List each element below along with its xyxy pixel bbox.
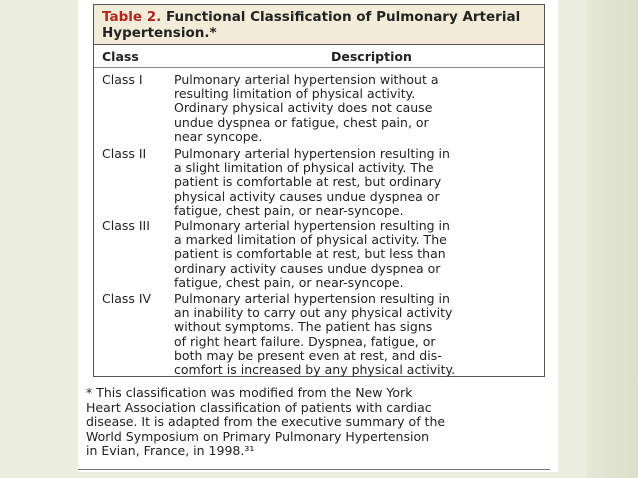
row-class-label: Class I (102, 72, 143, 87)
table-number: Table 2. (102, 9, 162, 25)
table-title (102, 9, 538, 41)
classification-table (93, 4, 545, 377)
row-class-label: Class III (102, 218, 150, 233)
table-footnote: * This classification was modified from the New York Heart Association classification of patients with cardiac disease. It is adapted from the executive summary of the World Symposium on Primary Pulmonary Hypertension in Evian, France, in 1998.³¹ (86, 385, 446, 459)
row-description: Pulmonary arterial hypertension resulting in a slight limitation of physical activity. The patient is comfortable at rest, but ordinary physical activity causes undue dyspnea or fatigue, chest pain, or near-syncope. (174, 146, 450, 218)
title-divider (94, 44, 544, 45)
header-divider (94, 67, 544, 68)
table-title-text: Functional Classification of Pulmonary Arterial Hypertension.* (102, 9, 521, 41)
column-header-class: Class (102, 49, 139, 64)
row-description: Pulmonary arterial hypertension without a resulting limitation of physical activity. Ordinary physical activity does not cause undue dyspnea or fatigue, chest pain, or near syncope. (174, 72, 439, 144)
table-title-bar (94, 5, 544, 44)
bottom-divider (78, 469, 550, 470)
row-description: Pulmonary arterial hypertension resulting in an inability to carry out any physical activity without symptoms. The patient has signs of right heart failure. Dyspnea, fatigue, or both may be present even at rest, and dis- comfort is increased by any physical activity. (174, 291, 456, 378)
row-class-label: Class II (102, 146, 147, 161)
column-header-description: Description (331, 49, 412, 64)
slide-background-stripe (586, 0, 638, 478)
row-description: Pulmonary arterial hypertension resulting in a marked limitation of physical activity. The patient is comfortable at rest, but less than ordinary activity causes undue dyspnea or fatigue, chest pain, or near-syncope. (174, 218, 450, 290)
row-class-label: Class IV (102, 291, 152, 306)
